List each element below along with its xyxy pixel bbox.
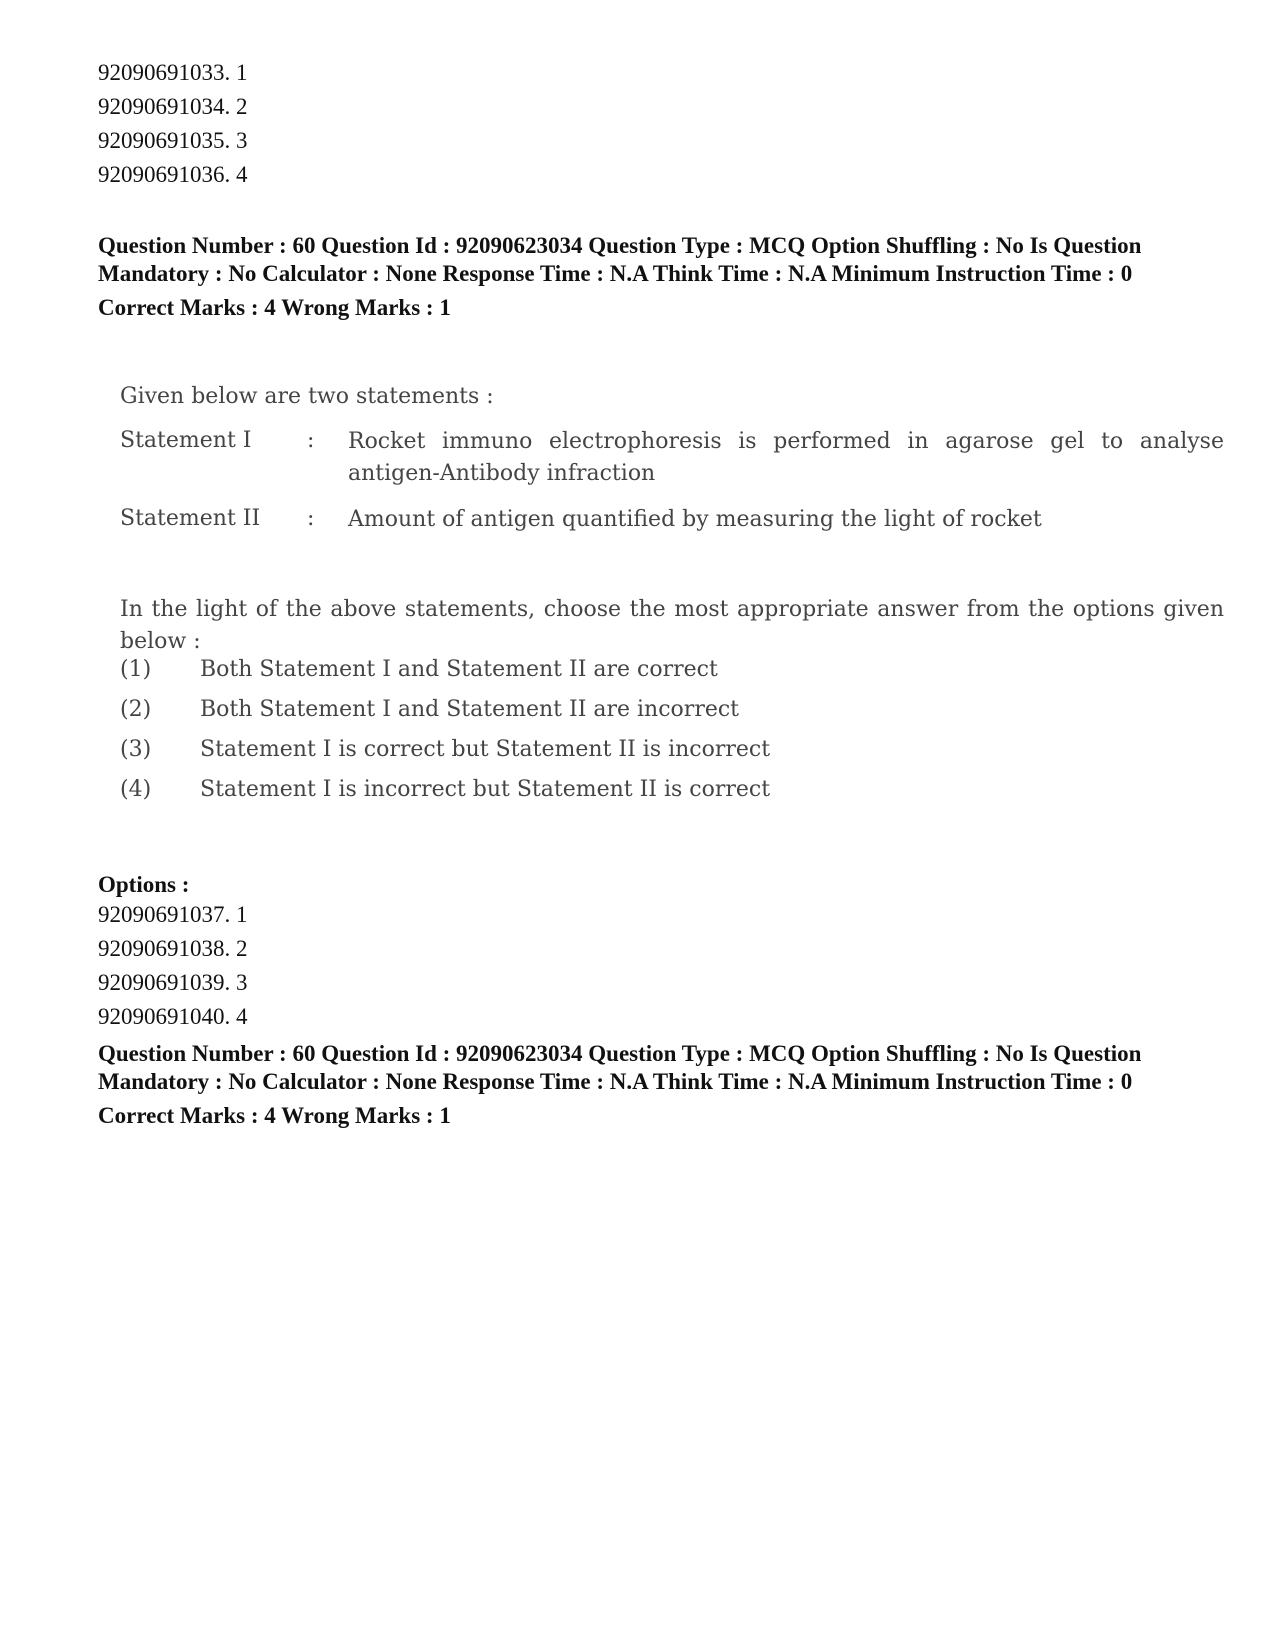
option-line: 92090691040. 4 (98, 1004, 248, 1029)
question-marks: Correct Marks : 4 Wrong Marks : 1 (98, 1103, 451, 1128)
previous-options-list (98, 56, 248, 192)
question-meta-text: Question Number : 60 Question Id : 92090623034 Question Type : MCQ Option Shuffling : No Is Question Mandatory : No Calculator : None Response Time : N.A Think Time : N.A Minimum Instruction Time : 0 (98, 1041, 1142, 1094)
option-line: 92090691037. 1 (98, 902, 248, 927)
question-metadata (98, 232, 1178, 322)
answer-choice (120, 737, 770, 762)
options-heading: Options : (98, 872, 190, 897)
statement-1-text: Rocket immuno electrophoresis is performed in agarose gel to analyse antigen-Antibody infraction (348, 429, 1224, 486)
question-marks: Correct Marks : 4 Wrong Marks : 1 (98, 295, 451, 320)
question-metadata (98, 1040, 1178, 1130)
answer-choice (120, 777, 770, 802)
option-line: 92090691039. 3 (98, 970, 248, 995)
question-meta-text: Question Number : 60 Question Id : 92090623034 Question Type : MCQ Option Shuffling : No Is Question Mandatory : No Calculator : None Response Time : N.A Think Time : N.A Minimum Instruction Time : 0 (98, 233, 1142, 286)
choice-number: (4) (120, 777, 152, 802)
option-line: 92090691036. 4 (98, 162, 248, 187)
option-line: 92090691035. 3 (98, 128, 248, 153)
choice-number: (3) (120, 737, 152, 762)
choice-number: (2) (120, 697, 152, 722)
choice-text: Both Statement I and Statement II are correct (200, 657, 718, 682)
choice-text: Both Statement I and Statement II are incorrect (200, 697, 740, 722)
choice-text: Statement I is correct but Statement II is incorrect (200, 737, 771, 762)
option-line: 92090691038. 2 (98, 936, 248, 961)
statement-2-colon: : (307, 506, 315, 531)
question-intro: Given below are two statements : (120, 384, 494, 409)
options-list (98, 864, 248, 1034)
answer-choice (120, 657, 718, 682)
question-instruction: In the light of the above statements, choose the most appropriate answer from the options given below : (120, 597, 1224, 654)
option-line: 92090691034. 2 (98, 94, 248, 119)
choice-number: (1) (120, 657, 152, 682)
answer-choice (120, 697, 739, 722)
question-image (110, 372, 1224, 852)
statement-2-label: Statement II (120, 506, 261, 531)
choice-text: Statement I is incorrect but Statement II is correct (200, 777, 771, 802)
statement-2-text: Amount of antigen quantified by measuring the light of rocket (348, 507, 1042, 532)
statement-1-label: Statement I (120, 428, 252, 453)
statement-1-colon: : (307, 428, 315, 453)
option-line: 92090691033. 1 (98, 60, 248, 85)
